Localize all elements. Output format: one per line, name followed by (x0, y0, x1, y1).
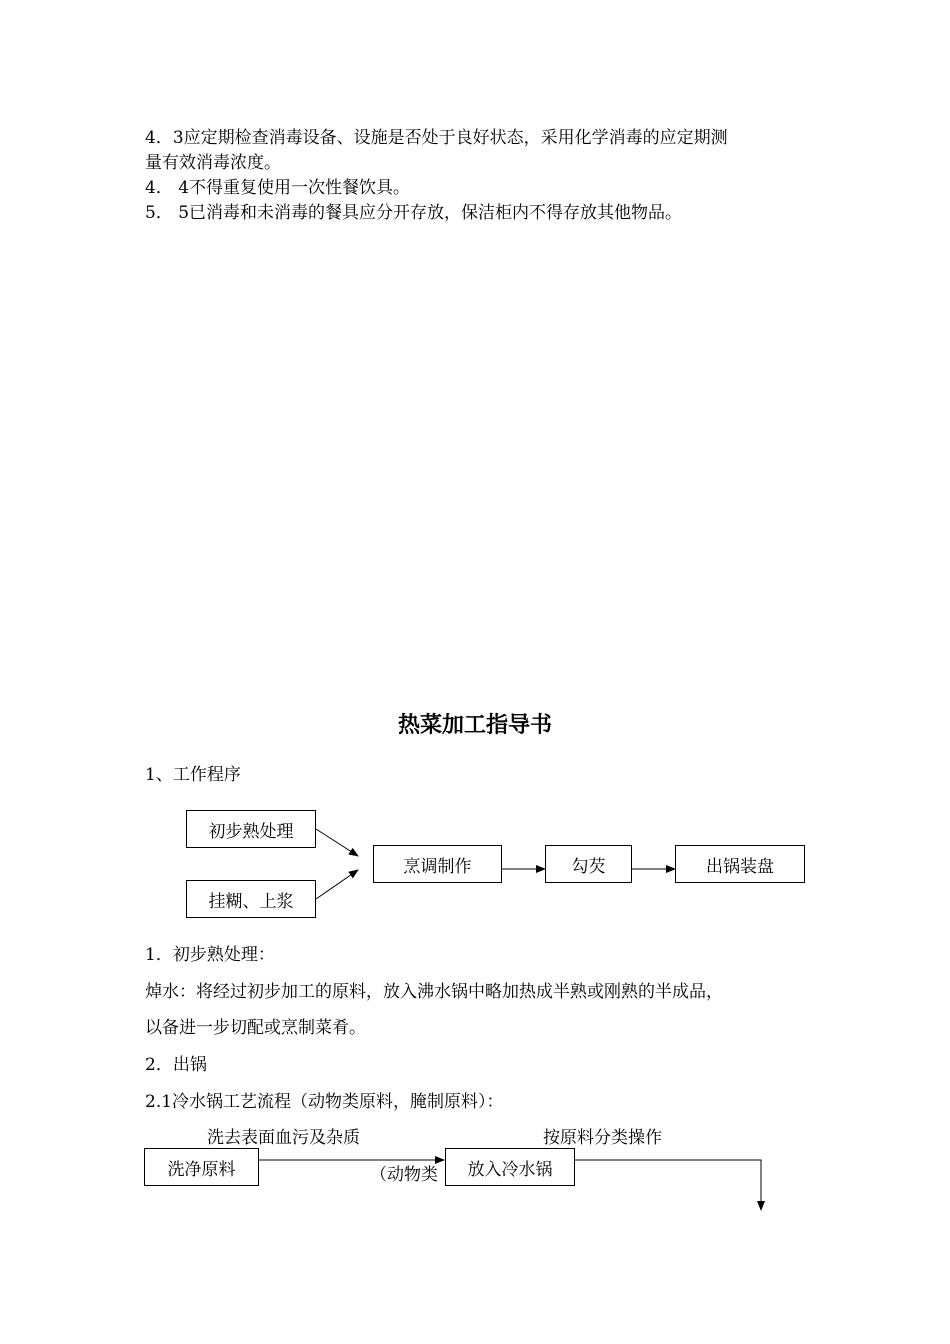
cold-pot-process-heading: 2.1冷水锅工艺流程（动物类原料，腌制原料）： (145, 1092, 504, 1112)
arrow-batter-to-cook (316, 870, 358, 899)
blanching-paragraph-line1: 焯水：将经过初步加工的原料，放入沸水锅中略加热成半熟或刚熟的半成品， (145, 982, 723, 1002)
flow2-box-wash-material (144, 1148, 259, 1186)
blanching-paragraph-line2: 以备进一步切配或烹制菜肴。 (145, 1018, 366, 1038)
clause-4-3-line1: 4．3应定期检查消毒设备、设施是否处于良好状态，采用化学消毒的应定期测 (145, 128, 728, 148)
flow-box-label: 烹调制作 (403, 856, 472, 877)
arrow-coldpot-down (574, 1160, 761, 1210)
flow-box-label: 初步熟处理 (208, 821, 294, 842)
arrow-prelim-to-cook (316, 829, 358, 856)
flow-box-plating (675, 845, 805, 883)
clause-4-4: 4． 4不得重复使用一次性餐饮具。 (145, 178, 411, 198)
section-work-procedure-heading: 1、工作程序 (145, 765, 241, 785)
flow2-box-cold-pot (445, 1148, 575, 1186)
flow-box-label: 挂糊、上浆 (208, 891, 294, 912)
flow2-label-classify: 按原料分类操作 (543, 1128, 662, 1148)
flow2-label-wash: 洗去表面血污及杂质 (207, 1128, 360, 1148)
flow-box-cooking (373, 845, 502, 883)
flow-box-batter-coating (186, 880, 316, 918)
flow-box-label: 勾芡 (571, 856, 606, 877)
flow-box-preliminary-cooking (186, 810, 316, 848)
flow-box-thickening (545, 845, 632, 883)
flow-box-label: 出锅装盘 (706, 856, 774, 877)
flow-box-label: 放入冷水锅 (467, 1159, 553, 1180)
item-preliminary-cooking-heading: 1．初步熟处理： (145, 945, 275, 965)
item-out-of-pot-heading: 2．出锅 (145, 1055, 207, 1075)
clause-4-3-line2: 量有效消毒浓度。 (145, 153, 281, 173)
flow2-note-animal: （动物类 (370, 1165, 438, 1185)
clause-5-5: 5． 5已消毒和未消毒的餐具应分开存放，保洁柜内不得存放其他物品。 (145, 203, 683, 223)
flow-box-label: 洗净原料 (167, 1159, 236, 1180)
document-title: 热菜加工指导书 (397, 713, 552, 738)
